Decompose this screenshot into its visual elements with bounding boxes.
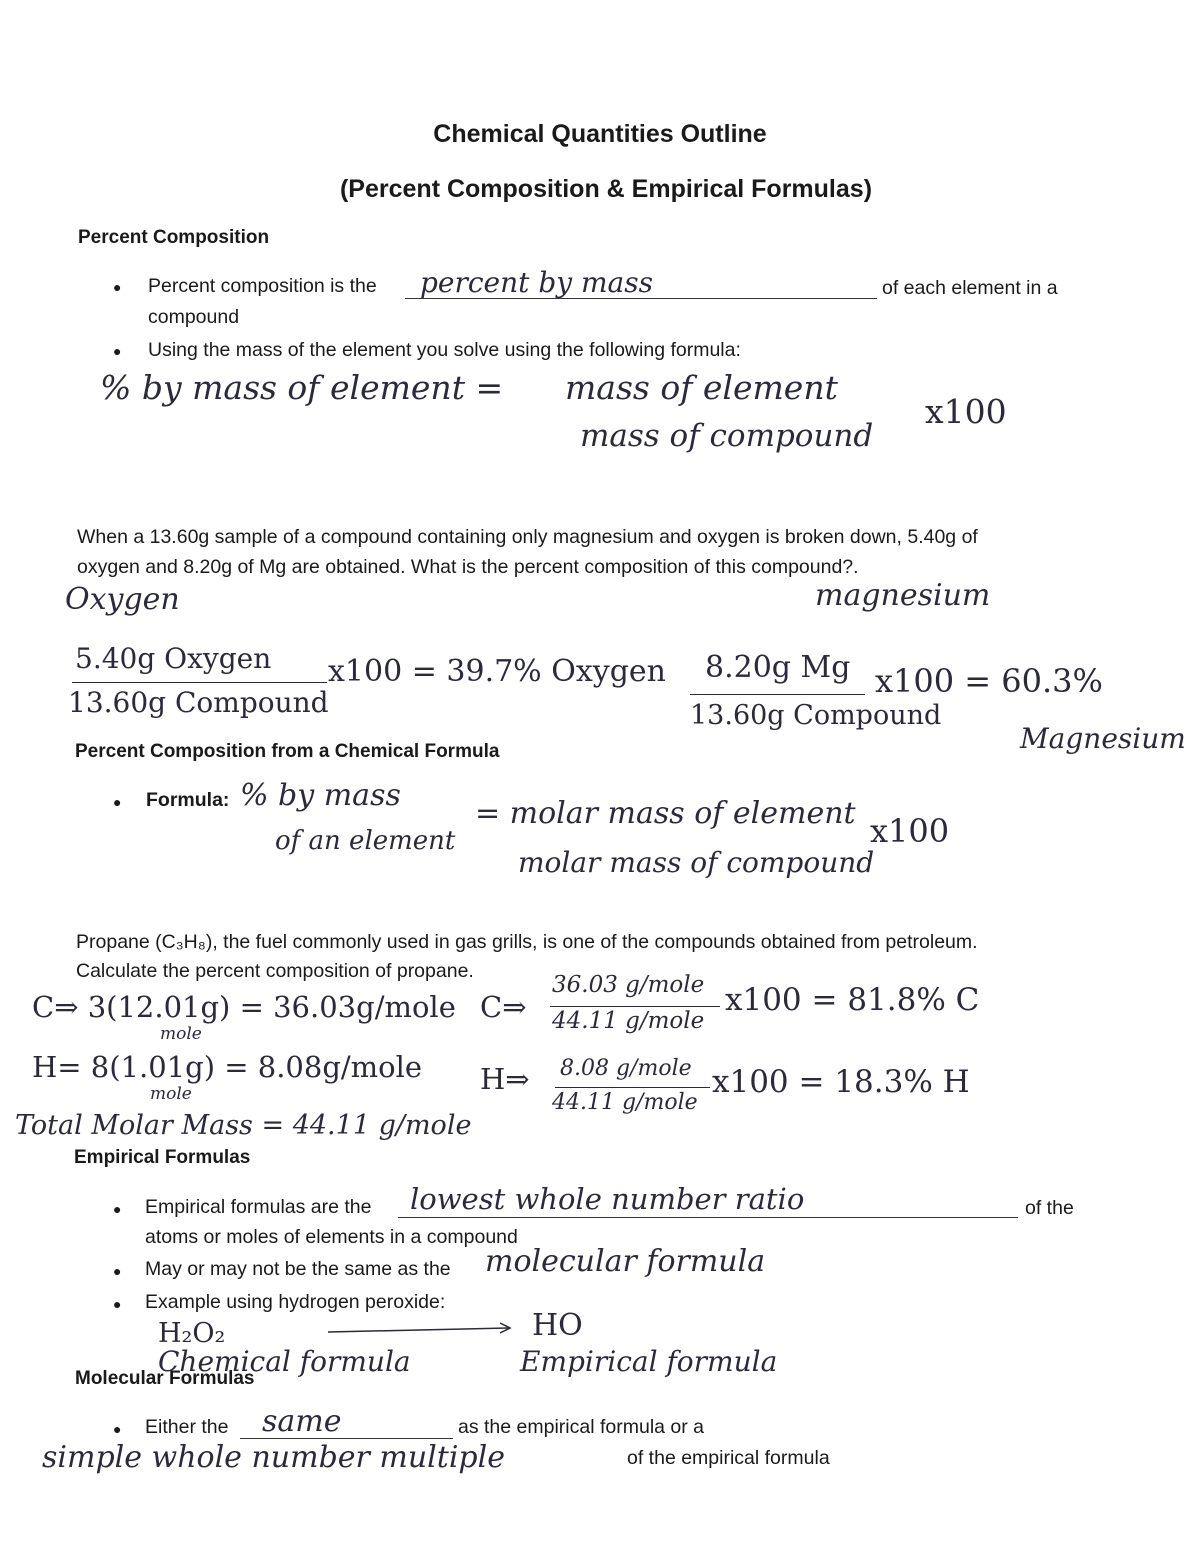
handwritten-mg-result: x100 = 60.3%	[875, 662, 1103, 700]
fraction-line	[72, 682, 327, 683]
bullet-dot: ●	[113, 343, 122, 359]
handwritten-ho: HO	[532, 1308, 583, 1343]
bullet-dot: ●	[113, 794, 122, 810]
handwritten-empirical-formula-label: Empirical formula	[520, 1345, 778, 1378]
handwritten-oxygen-result: x100 = 39.7% Oxygen	[328, 654, 666, 689]
section-heading-percent-from-formula: Percent Composition from a Chemical Formula	[75, 741, 500, 762]
handwritten-carbon-pct-result: x100 = 81.8% C	[725, 982, 980, 1018]
bullet-text-continued: of the empirical formula	[627, 1447, 830, 1469]
handwritten-hydrogen-pct-denominator: 44.11 g/mole	[552, 1090, 698, 1115]
handwritten-formula-multiplier: x100	[925, 392, 1007, 431]
handwritten-answer: lowest whole number ratio	[410, 1182, 805, 1216]
problem-text: oxygen and 8.20g of Mg are obtained. What is the percent composition of this compound?.	[77, 556, 859, 578]
handwritten-hydrogen-unit: mole	[150, 1084, 192, 1104]
problem-text: When a 13.60g sample of a compound containing only magnesium and oxygen is broken down, 5.40g of	[77, 526, 978, 548]
handwritten-carbon-pct-label: C⇒	[480, 990, 527, 1024]
bullet-text-continued: as the empirical formula or a	[458, 1416, 705, 1438]
problem-text: Propane (C₃H₈), the fuel commonly used in gas grills, is one of the compounds obtained from petroleum.	[76, 931, 978, 953]
bullet-text: Percent composition is the	[148, 275, 377, 297]
handwritten-oxygen-numerator: 5.40g Oxygen	[75, 642, 272, 675]
page-title: Chemical Quantities Outline	[433, 120, 767, 148]
section-heading-empirical-formulas: Empirical Formulas	[74, 1147, 251, 1168]
handwritten-mg-result-label: Magnesium	[1020, 722, 1186, 755]
arrow-icon	[328, 1322, 518, 1336]
fraction-line	[555, 1087, 710, 1088]
handwritten-formula-lhs: of an element	[275, 826, 456, 856]
handwritten-mg-denominator: 13.60g Compound	[690, 700, 942, 731]
handwritten-label-magnesium: magnesium	[815, 578, 991, 613]
bullet-dot: ●	[113, 1296, 122, 1312]
handwritten-h2o2: H₂O₂	[158, 1318, 226, 1349]
fraction-line	[690, 694, 865, 695]
bullet-text: Example using hydrogen peroxide:	[145, 1291, 446, 1313]
problem-text: Calculate the percent composition of propane.	[76, 960, 474, 982]
handwritten-carbon-unit: mole	[160, 1024, 202, 1044]
handwritten-formula-denominator: mass of compound	[580, 418, 874, 454]
bullet-text: Empirical formulas are the	[145, 1196, 372, 1218]
fraction-line	[550, 1006, 720, 1007]
handwritten-carbon-calc: C⇒ 3(12.01g) = 36.03g/mole	[32, 990, 456, 1024]
bullet-text: May or may not be the same as the	[145, 1258, 451, 1280]
handwritten-chemical-formula-label: Chemical formula	[158, 1345, 411, 1378]
handwritten-formula-lhs: % by mass of element =	[100, 368, 504, 407]
handwritten-carbon-pct-denominator: 44.11 g/mole	[552, 1008, 705, 1034]
bullet-dot: ●	[113, 1263, 122, 1279]
bullet-text-wrap: atoms or moles of elements in a compound	[145, 1226, 518, 1248]
answer-blank	[398, 1217, 1018, 1218]
bullet-text-continued: of the	[1025, 1197, 1074, 1219]
bullet-dot: ●	[113, 1201, 122, 1217]
handwritten-oxygen-denominator: 13.60g Compound	[68, 686, 329, 719]
handwritten-label-oxygen: Oxygen	[65, 582, 180, 617]
bullet-text-continued: of each element in a	[882, 277, 1058, 299]
handwritten-carbon-pct-numerator: 36.03 g/mole	[552, 972, 705, 998]
bullet-dot: ●	[113, 1421, 122, 1437]
bullet-dot: ●	[113, 279, 122, 295]
handwritten-formula-numerator: mass of element	[565, 368, 838, 407]
handwritten-answer: percent by mass	[420, 266, 653, 299]
handwritten-total-molar-mass: Total Molar Mass = 44.11 g/mole	[15, 1110, 472, 1141]
section-heading-molecular-formulas: Molecular Formulas	[75, 1368, 255, 1389]
handwritten-formula-multiplier: x100	[870, 812, 950, 850]
handwritten-formula-denominator: molar mass of compound	[518, 846, 875, 879]
handwritten-hydrogen-pct-label: H⇒	[480, 1062, 530, 1096]
handwritten-formula-numerator: = molar mass of element	[475, 796, 856, 831]
handwritten-hydrogen-pct-result: x100 = 18.3% H	[712, 1064, 970, 1100]
handwritten-answer: same	[262, 1404, 342, 1439]
handwritten-hydrogen-calc: H= 8(1.01g) = 8.08g/mole	[32, 1050, 423, 1084]
handwritten-hydrogen-pct-numerator: 8.08 g/mole	[560, 1056, 692, 1081]
handwritten-answer: simple whole number multiple	[42, 1440, 505, 1475]
handwritten-formula-lhs: % by mass	[240, 778, 401, 813]
bullet-text-wrap: compound	[148, 306, 240, 328]
handwritten-answer: molecular formula	[485, 1244, 766, 1279]
page-subtitle: (Percent Composition & Empirical Formulas)	[339, 175, 873, 203]
section-heading-percent-composition: Percent Composition	[78, 227, 270, 248]
bullet-text: Either the	[145, 1416, 229, 1438]
formula-label: Formula:	[146, 789, 230, 811]
bullet-text: Using the mass of the element you solve using the following formula:	[148, 339, 741, 361]
handwritten-mg-numerator: 8.20g Mg	[705, 650, 851, 685]
